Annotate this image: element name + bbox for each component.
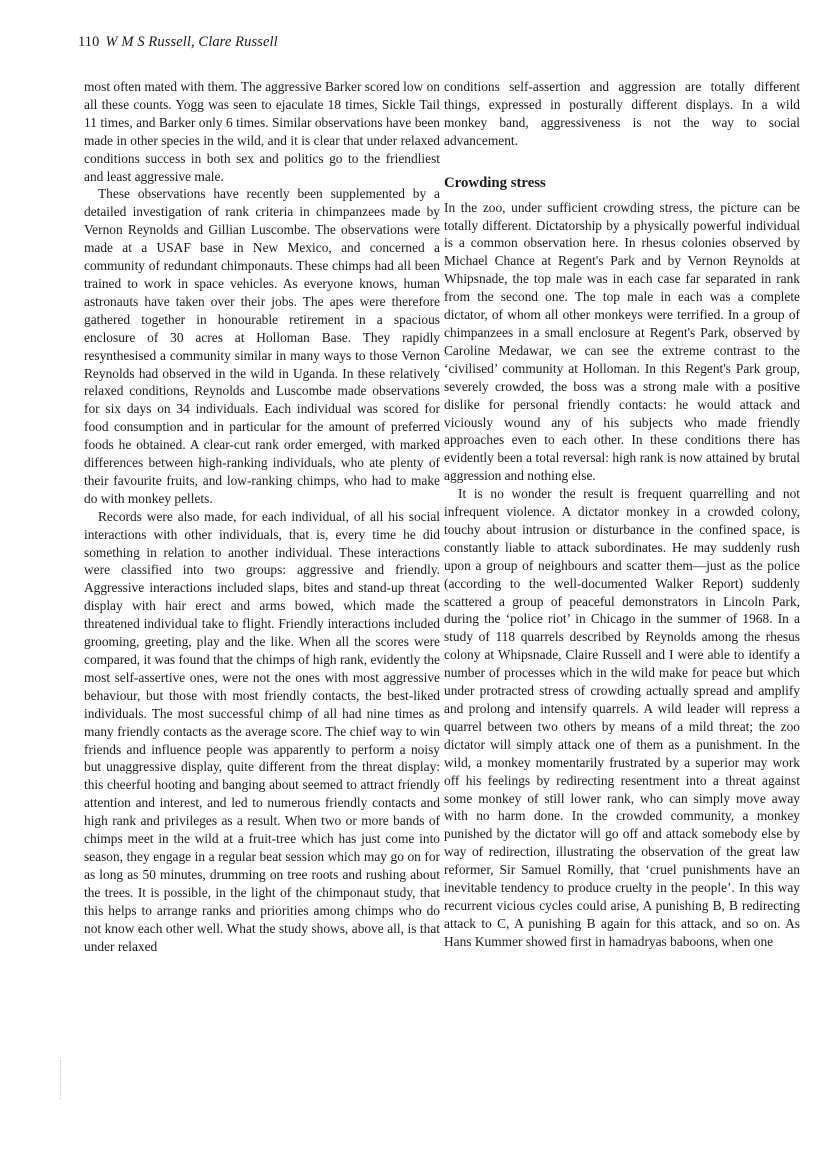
left-paragraph-1: most often mated with them. The aggressive Barker scored low on all these counts. Yogg was seen to ejaculate 18 times, Sickle Tail 11 times, and Barker only 6 times. Similar observations have been made in other species in the wild, and it is clear that under relaxed conditions success in both sex and politics go to the friendliest and least aggressive male.	[84, 79, 440, 184]
left-column	[84, 78, 440, 955]
page-number: 110	[78, 34, 100, 50]
right-paragraph-1: conditions self-assertion and aggression are totally different things, expressed in posturally different displays. In a wild monkey band, aggressiveness is not the way to social advancement.	[444, 79, 800, 148]
right-column	[444, 78, 800, 951]
left-paragraph-3: Records were also made, for each individual, of all his social interactions with other individuals, that is, every time he did something in relation to another individual. These interactions were classified into two groups: aggressive and friendly. Aggressive interactions included slaps, bites and stand-up threat display with hair erect and arms bowed, which made the threatened individual take to flight. Friendly interactions included grooming, greeting, play and the like. When all the scores were compared, it was found that the chimps of high rank, evidently the most self-assertive ones, were not the ones with most aggressive behaviour, but those with most friendly contacts, the best-liked individuals. The most successful chimp of all had nine times as many friendly contacts as the average score. The chief way to win friends and influence people was apparently to perform a noisy but unaggressive display, quite different from the threat display: this cheerful hooting and banging about seemed to attract friendly attention and interest, and led to numerous friendly contacts and high rank and privileges as a result. When two or more bands of chimps meet in the wild at a fruit-tree which has just come into season, they engage in a regular beat session which may go on for as long as 50 minutes, drumming on tree roots and rushing about the trees. It is possible, in the light of the chimponaut study, that this helps to arrange ranks and priorities among chimps who do not know each other well. What the study shows, above all, is that under relaxed	[84, 508, 440, 954]
running-head-authors: W M S Russell, Clare Russell	[105, 34, 278, 50]
right-paragraph-2: In the zoo, under sufficient crowding stress, the picture can be totally different. Dictatorship by a physically powerful individual is a common observation here. In rhesus colonies observed by Michael Chance at Regent's Park and by Vernon Reynolds at Whipsnade, the top male was in each case far separated in rank from the second one. The top male in each was a complete dictator, of whom all other monkeys were terrified. In a group of chimpanzees in a small enclosure at Regent's Park, observed by Caroline Medawar, we can see the extreme contrast to the ‘civilised’ community at Holloman. In this Regent's Park group, severely crowded, the boss was a strong male with a positive dislike for personal friendly contacts: he would attack and viciously wound any of his subjects who made friendly approaches even to each other. In these conditions there has evidently been a total reversal: high rank is now attained by brutal aggression and nothing else.	[444, 199, 800, 484]
section-heading: Crowding stress	[444, 174, 546, 191]
margin-mark	[60, 1060, 61, 1100]
running-head	[78, 34, 278, 51]
right-paragraph-3: It is no wonder the result is frequent quarrelling and not infrequent violence. A dictator monkey in a crowded colony, touchy about intrusion or disturbance in the confined space, is constantly liable to attack subordinates. He may suddenly rush upon a group of neighbours and scatter them—just as the police (according to the well-documented Walker Report) suddenly scattered a group of peaceful demonstrators in Lincoln Park, during the ‘police riot’ in Chicago in the summer of 1968. In a study of 118 quarrels described by Reynolds among the rhesus colony at Whipsnade, Claire Russell and I were able to identify a number of processes which in the wild make for peace but which under protracted stress of crowding actually spread and amplify and prolong and intensify quarrels. A wild leader will repress a quarrel between two others by means of a mild threat; the zoo dictator will simply attack one of them as a punishment. In the wild, a monkey momentarily frustrated by a superior may work off his feelings by redirecting resentment into a threat against some monkey of still lower rank, who can simply move away with no harm done. In the crowded community, a monkey punished by the dictator will go off and attack somebody else by way of redirection, illustrating the observation of the great law reformer, Sir Samuel Romilly, that ‘cruel punishments have an inevitable tendency to produce cruelty in the people’. In this way recurrent vicious cycles could arise, A punishing B, B redirecting attack to C, A punishing B again for this attack, and so on. As Hans Kummer showed first in hamadryas baboons, when one	[444, 486, 800, 949]
left-paragraph-2: These observations have recently been supplemented by a detailed investigation of rank criteria in chimpanzees made by Vernon Reynolds and Gillian Luscombe. The observations were made at a USAF base in New Mexico, and concerned a community of redundant chimponauts. These chimps had all been trained to work in space vehicles. As everyone knows, human astronauts have taken over their jobs. The apes were therefore gathered together in honourable retirement in a spacious enclosure of 30 acres at Holloman Base. They rapidly resynthesised a community similar in many ways to those Vernon Reynolds had observed in the wild in Uganda. In these relatively relaxed conditions, Reynolds and Luscombe made observations for six days on 34 individuals. Each individual was scored for food consumption and in particular for the amount of preferred foods he obtained. A clear-cut rank order emerged, with marked differences between high-ranking individuals, who ate plenty of their favourite fruits, and low-ranking chimps, who had to make do with monkey pellets.	[84, 186, 440, 506]
